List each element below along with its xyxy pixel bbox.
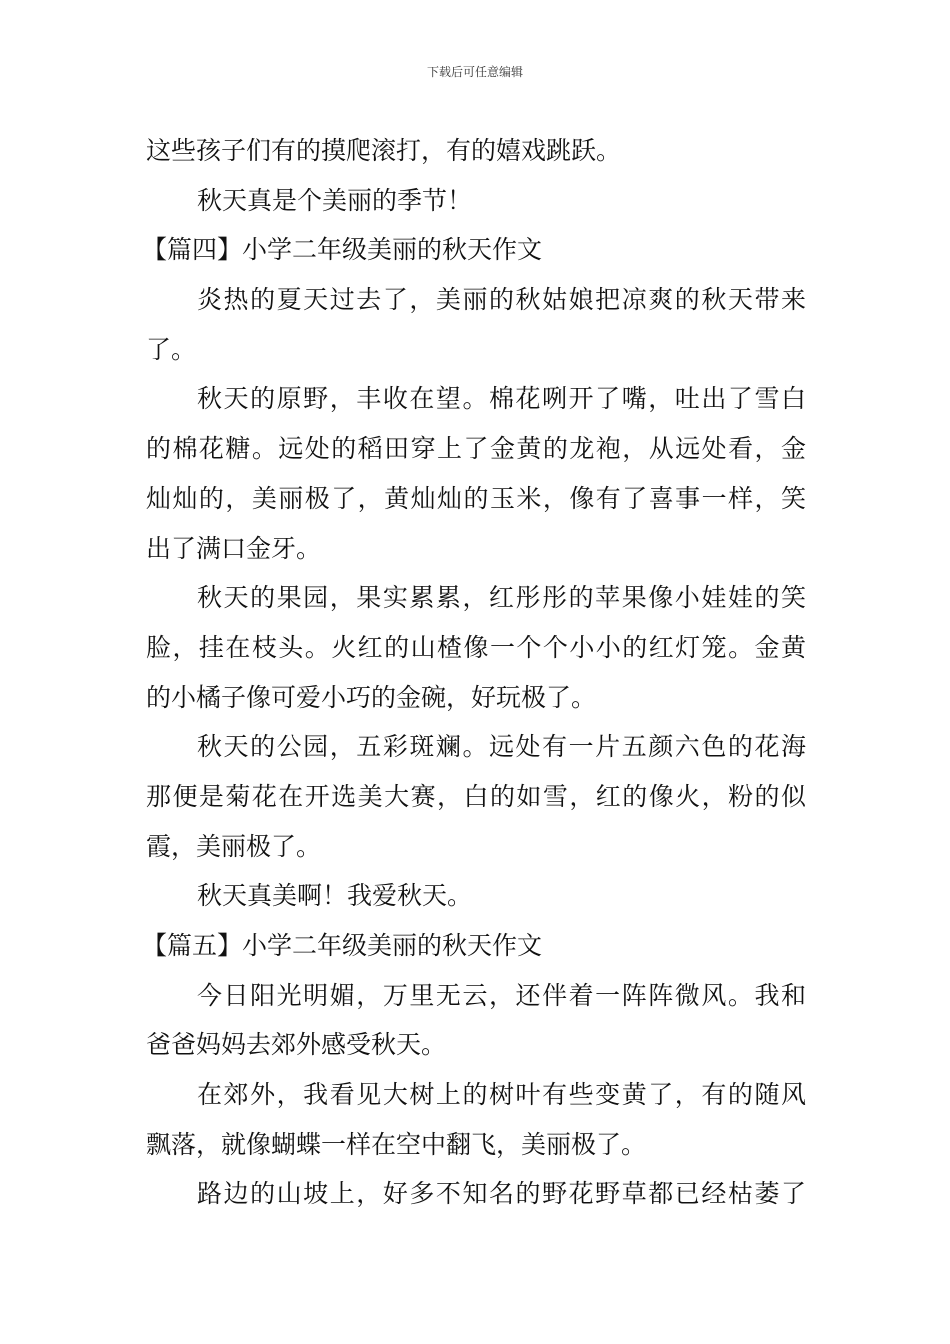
text-line: 飘落，就像蝴蝶一样在空中翻飞，美丽极了。 <box>146 1129 647 1159</box>
text-line: 了。 <box>146 334 197 364</box>
text-line: 秋天真是个美丽的季节！ <box>197 185 473 215</box>
text-line: 炎热的夏天过去了，美丽的秋姑娘把凉爽的秋天带来 <box>197 285 806 315</box>
text-line: 秋天真美啊！我爱秋天。 <box>197 881 473 911</box>
text-line: 秋天的公园，五彩斑斓。远处有一片五颜六色的花海 <box>197 732 806 762</box>
text-line: 出了满口金牙。 <box>146 533 322 563</box>
text-line: 霞，美丽极了。 <box>146 831 322 861</box>
section-heading-4: 【篇四】小学二年级美丽的秋天作文 <box>142 235 543 265</box>
section-heading-5: 【篇五】小学二年级美丽的秋天作文 <box>142 931 543 960</box>
page-header: 下载后可任意编辑 <box>426 65 523 79</box>
text-line: 秋天的果园，果实累累，红彤彤的苹果像小娃娃的笑 <box>197 583 806 613</box>
text-line: 今日阳光明媚，万里无云，还伴着一阵阵微风。我和 <box>197 980 806 1010</box>
text-line: 爸爸妈妈去郊外感受秋天。 <box>146 1030 447 1060</box>
text-line: 秋天的原野，丰收在望。棉花咧开了嘴，吐出了雪白 <box>197 384 806 414</box>
document-body <box>142 126 806 1219</box>
text-line: 这些孩子们有的摸爬滚打，有的嬉戏跳跃。 <box>146 136 622 165</box>
text-line: 在郊外，我看见大树上的树叶有些变黄了，有的随风 <box>197 1080 806 1110</box>
text-line: 脸，挂在枝头。火红的山楂像一个个小小的红灯笼。金黄 <box>146 632 806 662</box>
text-line: 那便是菊花在开选美大赛，白的如雪，红的像火，粉的似 <box>146 781 806 811</box>
text-line: 的棉花糖。远处的稻田穿上了金黄的龙袍，从远处看，金 <box>146 434 806 464</box>
text-line: 的小橘子像可爱小巧的金碗，好玩极了。 <box>146 682 597 712</box>
text-line: 路边的山坡上，好多不知名的野花野草都已经枯萎了 <box>197 1179 806 1209</box>
text-line: 灿灿的，美丽极了，黄灿灿的玉米，像有了喜事一样，笑 <box>146 483 806 513</box>
